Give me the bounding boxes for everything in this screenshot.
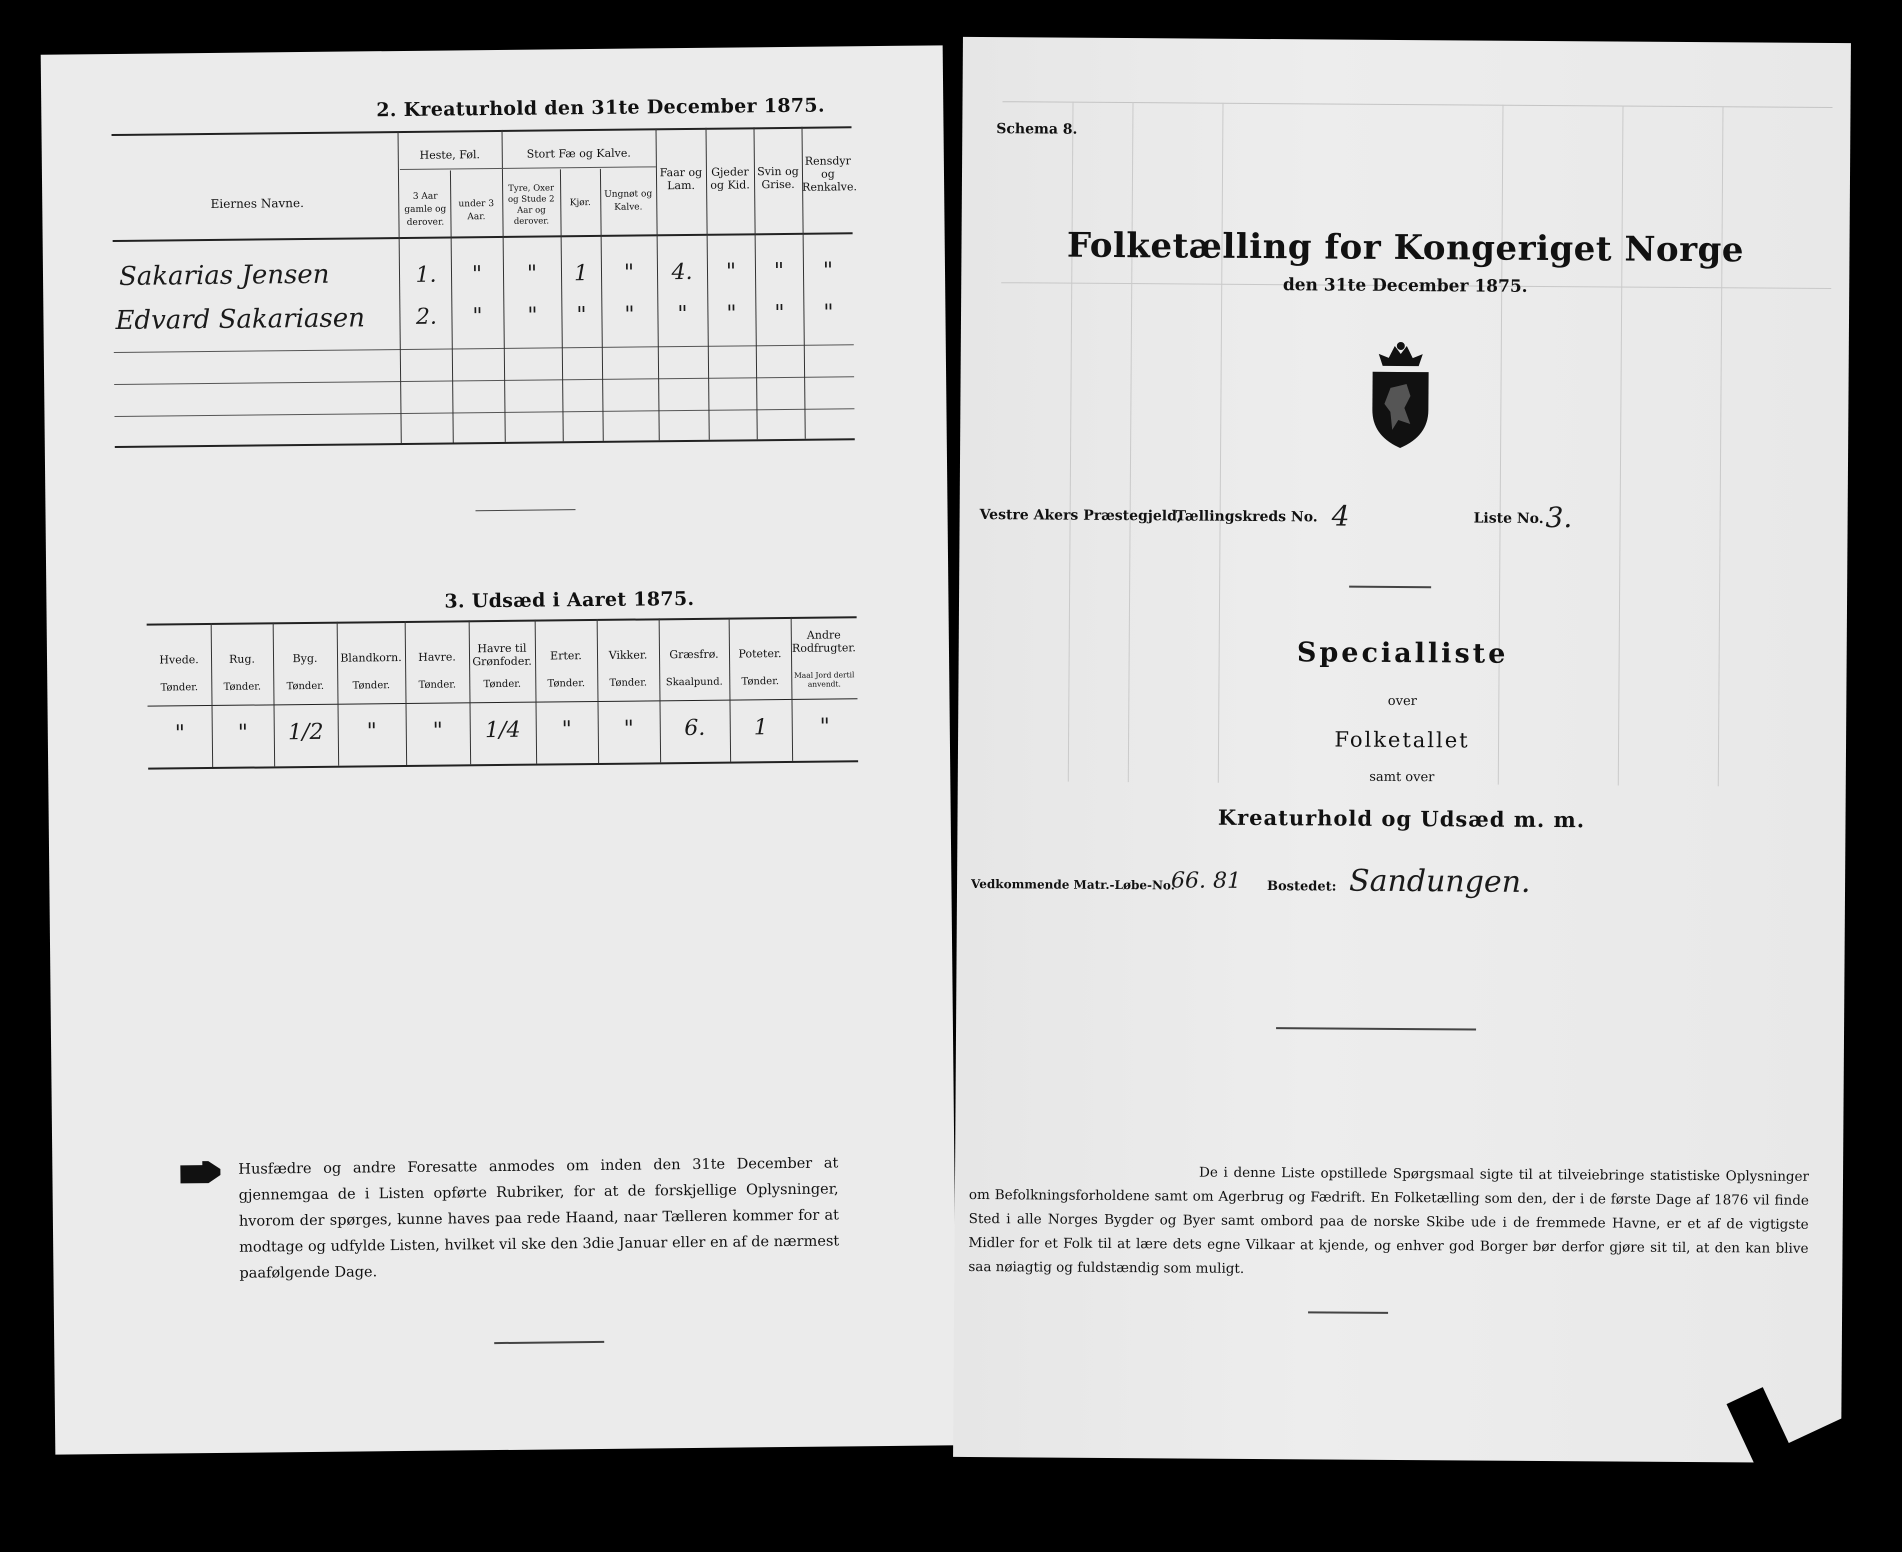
table-cell: ": [773, 258, 785, 285]
seed-unit: Tønder.: [547, 678, 586, 690]
seed-unit: Tønder.: [223, 681, 262, 693]
table-rule: [112, 126, 852, 136]
col-header: Rensdyr og Renkalve.: [802, 154, 858, 194]
matr-value: 66. 81: [1170, 868, 1242, 894]
list-value: 3.: [1545, 500, 1573, 535]
seed-unit: Tønder.: [483, 678, 522, 691]
table-cell: ": [471, 262, 483, 288]
seed-unit: Tønder.: [352, 680, 391, 692]
table-rule: [114, 344, 854, 353]
seed-unit: Tønder.: [286, 680, 325, 693]
owner-header: Eiernes Navne.: [210, 196, 304, 211]
seed-value: 6.: [684, 715, 706, 742]
seed-value: 1: [753, 715, 768, 741]
col-header: Tyre, Oxer og Stude 2 Aar og derover.: [507, 183, 555, 227]
col-header: 3 Aar gamle og derover.: [404, 191, 447, 228]
seed-value: ": [432, 718, 443, 744]
seed-value: 1/2: [287, 719, 324, 746]
table-cell: 4.: [671, 259, 693, 286]
bostedet-label: Bostedet:: [1266, 879, 1337, 895]
seed-value: ": [623, 716, 634, 742]
folketallet-text: Folketallet: [1334, 727, 1470, 753]
divider: [475, 509, 575, 511]
right-page: [953, 37, 1851, 1463]
seed-header: Rug.: [229, 652, 256, 666]
seed-header: Byg.: [292, 651, 318, 666]
table-cell: ": [527, 303, 538, 329]
table-cell: 2.: [415, 304, 438, 330]
col-header: Gjeder og Kid.: [710, 165, 750, 192]
section2-title: 2. Kreaturhold den 31te December 1875.: [376, 94, 825, 122]
special-title: Specialliste: [1296, 637, 1509, 670]
pointing-hand-icon: [178, 1159, 222, 1185]
seed-header: Poteter.: [738, 647, 782, 661]
main-title: Folketælling for Kongeriget Norge: [1066, 225, 1745, 271]
seed-header: Græsfrø.: [669, 647, 719, 662]
over-text: over: [1387, 693, 1417, 710]
table-cell: ": [624, 302, 635, 328]
table-rule: [115, 438, 855, 448]
col-header: Kjør.: [569, 198, 591, 209]
table-cell: ": [623, 260, 635, 286]
table-cell: ": [576, 303, 587, 329]
table-cell: 1: [573, 261, 589, 287]
divider: [1276, 1027, 1476, 1030]
schema-label: Schema 8.: [996, 121, 1078, 138]
seed-unit: Tønder.: [160, 682, 199, 694]
seed-header: Andre Rodfrugter.: [791, 628, 856, 655]
table-cell: ": [726, 301, 737, 327]
divider: [494, 1341, 604, 1344]
coat-of-arms-icon: [1360, 340, 1441, 453]
owner-name: Edvard Sakariasen: [115, 303, 366, 336]
col-header: Svin og Grise.: [757, 164, 799, 192]
bottom-notice: De i denne Liste opstillede Spørgsmaal sigte til at tilveiebringe statistiske Oplysninger om Befolkningsforholdene samt om Agerbrug og Fædrift. En Folketælling som den, der i de første Dage af 1876 vil finde Sted i alle Norges Bygder og Byer samt ombord paa de norske Skibe ude i de fremmede Havne, er et af de vigtigste Midler for et Folk til at lære dets egne Vilkaar at kjende, og enhver god Borger bør derfor gjøre sit til, at den kan blive saa nøiagtig og fuldstændig som muligt.: [968, 1164, 1810, 1277]
district-value: 4: [1331, 499, 1350, 533]
seed-header: Vikker.: [608, 648, 648, 662]
table-cell: ": [725, 259, 737, 285]
table-rule: [113, 232, 853, 242]
matr-label: Vedkommende Matr.-Løbe-No.: [971, 876, 1175, 893]
samt-over-text: samt over: [1369, 769, 1435, 786]
owner-name: Sakarias Jensen: [118, 259, 330, 292]
seed-unit: Tønder.: [609, 677, 648, 689]
table-rule: [114, 376, 854, 385]
col-header: Faar og Lam.: [659, 165, 703, 193]
notice-text: Husfædre og andre Foresatte anmodes om inden den 31te December at gjennemgaa de i Listen opførte Rubriker, for at de forskjellige Oplysninger, hvorom der spørges, kunne haves paa rede Haand, naar Tælleren kommer for at modtage og udfylde Listen, hvilket vil ske den 3die Januar eller en af de nærmest paafølgende Dage.: [238, 1155, 840, 1282]
seed-value: ": [366, 719, 377, 745]
seed-header: Blandkorn.: [340, 651, 402, 665]
table-cell: ": [677, 302, 688, 328]
left-page: [41, 45, 958, 1454]
seed-header: Havre.: [418, 650, 456, 664]
seed-value: ": [819, 714, 830, 740]
seed-unit: Maal Jord dertil anvendt.: [794, 670, 855, 689]
cattle-header: Stort Fæ og Kalve.: [526, 146, 631, 161]
seed-unit: Skaalpund.: [665, 676, 723, 689]
col-header: under 3 Aar.: [458, 199, 495, 223]
horses-header: Heste, Føl.: [419, 148, 481, 162]
seed-header: Erter.: [550, 649, 582, 663]
table-cell: ": [774, 300, 785, 327]
seed-header: Hvede.: [159, 653, 199, 667]
seed-value: ": [561, 717, 572, 743]
divider: [1349, 586, 1431, 589]
seed-value: 1/4: [484, 717, 521, 744]
list-label: Liste No.: [1473, 510, 1544, 527]
kreaturhold-title: Kreaturhold og Udsæd m. m.: [1217, 804, 1586, 833]
seed-unit: Tønder.: [741, 676, 780, 688]
table-cell: ": [823, 300, 834, 326]
seed-value: ": [237, 720, 249, 746]
table-cell: ": [822, 258, 834, 284]
seed-unit: Tønder.: [418, 679, 457, 691]
divider: [1308, 1311, 1388, 1314]
col-header: Ungnøt og Kalve.: [604, 189, 653, 213]
table-cell: ": [526, 261, 538, 287]
district-label: Tællingskreds No.: [1175, 508, 1318, 526]
seed-header: Havre til Grønfoder.: [472, 641, 532, 669]
table-rule: [114, 408, 854, 417]
subtitle: den 31te December 1875.: [1282, 275, 1528, 297]
table-cell: 1.: [415, 262, 437, 288]
parish-label: Vestre Akers Præstegjeld,: [979, 507, 1182, 525]
seed-value: ": [174, 721, 186, 747]
section3-title: 3. Udsæd i Aaret 1875.: [444, 587, 695, 613]
table-cell: ": [472, 304, 483, 330]
bostedet-value: Sandungen.: [1348, 863, 1531, 900]
